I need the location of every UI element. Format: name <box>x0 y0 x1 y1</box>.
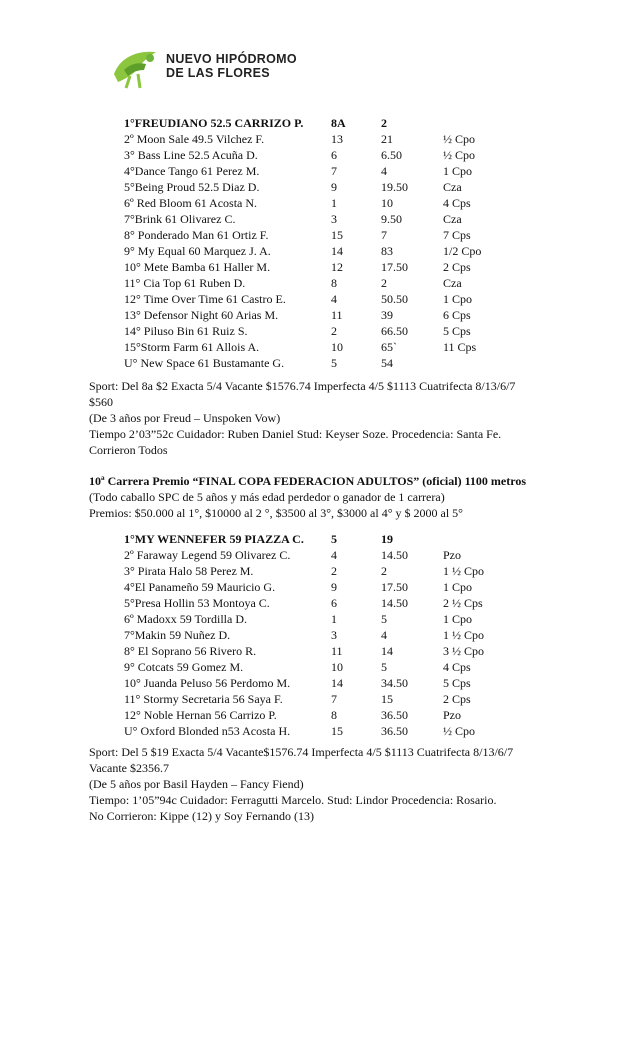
margin-cell: Cza <box>443 212 462 226</box>
margin-cell: 4 Cps <box>443 660 471 674</box>
result-row <box>124 115 503 131</box>
odds-cell: 17.50 <box>381 580 408 594</box>
odds-cell: 66.50 <box>381 324 408 338</box>
post-cell: 3 <box>331 628 337 642</box>
margin-cell: 11 Cps <box>443 340 477 354</box>
post-cell: 5 <box>331 356 337 370</box>
margin-cell: Pzo <box>443 548 461 562</box>
race-9-footer-line: (De 3 años por Freud – Unspoken Vow) <box>89 411 281 425</box>
horse-cell: 7°Makin 59 Nuñez D. <box>124 628 231 642</box>
result-row <box>124 659 503 675</box>
margin-cell: 6 Cps <box>443 308 471 322</box>
race-9-footer-line: $560 <box>89 395 113 409</box>
result-row <box>124 243 503 259</box>
race-10-footer-line: No Corrieron: Kippe (12) y Soy Fernando (13) <box>89 809 314 823</box>
odds-cell: 14.50 <box>381 548 408 562</box>
odds-cell: 4 <box>381 628 387 642</box>
result-row <box>124 163 503 179</box>
horse-cell: 12° Noble Hernan 56 Carrizo P. <box>124 708 277 722</box>
post-cell: 4 <box>331 548 337 562</box>
horse-cell: 14° Piluso Bin 61 Ruiz S. <box>124 324 248 338</box>
post-cell: 15 <box>331 228 343 242</box>
race-9-footer-line: Corrieron Todos <box>89 443 168 457</box>
post-cell: 2 <box>331 564 337 578</box>
post-cell: 15 <box>331 724 343 738</box>
margin-cell: Cza <box>443 276 462 290</box>
post-cell: 6 <box>331 148 337 162</box>
post-cell: 8 <box>331 276 337 290</box>
horse-cell: 4°Dance Tango 61 Perez M. <box>124 164 260 178</box>
result-row <box>124 339 503 355</box>
post-cell: 7 <box>331 692 337 706</box>
odds-cell: 15 <box>381 692 393 706</box>
margin-cell: 7 Cps <box>443 228 471 242</box>
horse-cell: 10° Juanda Peluso 56 Perdomo M. <box>124 676 291 690</box>
odds-cell: 83 <box>381 244 393 258</box>
post-cell: 2 <box>331 324 337 338</box>
horse-cell: 1°MY WENNEFER 59 PIAZZA C. <box>124 532 304 546</box>
race-10-footer-line: Vacante $2356.7 <box>89 761 169 775</box>
post-cell: 10 <box>331 660 343 674</box>
result-row <box>124 531 503 547</box>
horse-cell: 6º Red Bloom 61 Acosta N. <box>124 196 258 210</box>
odds-cell: 5 <box>381 660 387 674</box>
margin-cell <box>443 115 503 131</box>
result-row <box>124 227 503 243</box>
odds-cell: 5 <box>381 612 387 626</box>
margin-cell: 5 Cps <box>443 676 471 690</box>
margin-cell: ½ Cpo <box>443 132 476 146</box>
margin-cell <box>443 355 503 371</box>
result-row <box>124 211 503 227</box>
post-cell: 6 <box>331 596 337 610</box>
horse-cell: 7°Brink 61 Olivarez C. <box>124 212 236 226</box>
result-row <box>124 259 503 275</box>
result-row <box>124 595 503 611</box>
race-9-results-table <box>124 115 503 371</box>
race-10-footer-line: Sport: Del 5 $19 Exacta 5/4 Vacante$1576.74 Imperfecta 4/5 $1113 Cuatrifecta 8/13/6/7 <box>89 745 514 759</box>
result-row <box>124 627 503 643</box>
margin-cell: ½ Cpo <box>443 148 476 162</box>
odds-cell: 4 <box>381 164 387 178</box>
result-row <box>124 675 503 691</box>
race-10-title: 10ª Carrera Premio “FINAL COPA FEDERACION ADULTOS” (oficial) 1100 metros <box>89 474 527 488</box>
post-cell: 1 <box>331 612 337 626</box>
odds-cell: 50.50 <box>381 292 408 306</box>
race-9-footer-line: Sport: Del 8a $2 Exacta 5/4 Vacante $1576.74 Imperfecta 4/5 $1113 Cuatrifecta 8/13/6/7 <box>89 379 516 393</box>
post-cell: 1 <box>331 196 337 210</box>
result-row <box>124 579 503 595</box>
race-9-footer <box>89 378 589 458</box>
horse-logo-icon <box>110 44 164 90</box>
margin-cell: 2 Cps <box>443 692 471 706</box>
odds-cell: 39 <box>381 308 393 322</box>
odds-cell: 7 <box>381 228 387 242</box>
margin-cell: 1 Cpo <box>443 580 473 594</box>
margin-cell: 3 ½ Cpo <box>443 644 485 658</box>
result-row <box>124 275 503 291</box>
odds-cell: 2 <box>381 564 387 578</box>
odds-cell: 17.50 <box>381 260 408 274</box>
result-row <box>124 547 503 563</box>
margin-cell: Cza <box>443 180 462 194</box>
horse-cell: 10° Mete Bamba 61 Haller M. <box>124 260 271 274</box>
odds-cell: 19.50 <box>381 180 408 194</box>
post-cell: 14 <box>331 676 343 690</box>
result-row <box>124 307 503 323</box>
logo-line-1: NUEVO HIPÓDROMO <box>166 52 297 66</box>
horse-cell: 2º Faraway Legend 59 Olivarez C. <box>124 548 291 562</box>
horse-cell: 3° Bass Line 52.5 Acuña D. <box>124 148 258 162</box>
logo-line-2: DE LAS FLORES <box>166 66 270 80</box>
odds-cell: 9.50 <box>381 212 402 226</box>
result-row <box>124 643 503 659</box>
margin-cell: 2 Cps <box>443 260 471 274</box>
post-cell: 3 <box>331 212 337 226</box>
result-row <box>124 563 503 579</box>
odds-cell: 19 <box>381 532 393 546</box>
horse-cell: 12° Time Over Time 61 Castro E. <box>124 292 286 306</box>
horse-cell: U° Oxford Blonded n53 Acosta H. <box>124 724 291 738</box>
margin-cell: 1 Cpo <box>443 292 473 306</box>
margin-cell: 1/2 Cpo <box>443 244 482 258</box>
odds-cell: 2 <box>381 116 387 130</box>
odds-cell: 10 <box>381 196 393 210</box>
post-cell: 5 <box>331 532 337 546</box>
odds-cell: 36.50 <box>381 708 408 722</box>
horse-cell: 11° Cia Top 61 Ruben D. <box>124 276 246 290</box>
horse-cell: 15°Storm Farm 61 Allois A. <box>124 340 260 354</box>
margin-cell: 1 ½ Cpo <box>443 564 485 578</box>
result-row <box>124 723 503 739</box>
logo-text <box>166 52 297 80</box>
result-row <box>124 195 503 211</box>
post-cell: 14 <box>331 244 343 258</box>
race-10-prizes: Premios: $50.000 al 1°, $10000 al 2 °, $3500 al 3°, $3000 al 4° y $ 2000 al 5° <box>89 506 463 520</box>
margin-cell: 1 Cpo <box>443 164 473 178</box>
post-cell: 11 <box>331 644 343 658</box>
odds-cell: 14 <box>381 644 393 658</box>
horse-cell: 9° Cotcats 59 Gomez M. <box>124 660 244 674</box>
horse-cell: 13° Defensor Night 60 Arias M. <box>124 308 279 322</box>
odds-cell: 54 <box>381 356 393 370</box>
horse-cell: 5°Being Proud 52.5 Diaz D. <box>124 180 260 194</box>
margin-cell: 1 ½ Cpo <box>443 628 485 642</box>
post-cell: 9 <box>331 180 337 194</box>
post-cell: 4 <box>331 292 337 306</box>
horse-cell: 1°FREUDIANO 52.5 CARRIZO P. <box>124 116 304 130</box>
margin-cell: 2 ½ Cps <box>443 596 483 610</box>
race-10-footer <box>89 744 589 824</box>
horse-cell: 2º Moon Sale 49.5 Vilchez F. <box>124 132 265 146</box>
horse-cell: 4°El Panameño 59 Mauricio G. <box>124 580 276 594</box>
horse-cell: U° New Space 61 Bustamante G. <box>124 356 285 370</box>
odds-cell: 14.50 <box>381 596 408 610</box>
post-cell: 7 <box>331 164 337 178</box>
horse-cell: 11° Stormy Secretaria 56 Saya F. <box>124 692 283 706</box>
horse-cell: 8° Ponderado Man 61 Ortiz F. <box>124 228 269 242</box>
race-10-header <box>89 473 589 521</box>
margin-cell: 1 Cpo <box>443 612 473 626</box>
post-cell: 8 <box>331 708 337 722</box>
horse-cell: 9° My Equal 60 Marquez J. A. <box>124 244 271 258</box>
result-row <box>124 179 503 195</box>
race-10-footer-line: (De 5 años por Basil Hayden – Fancy Fiend) <box>89 777 304 791</box>
post-cell: 8A <box>331 116 346 130</box>
margin-cell <box>443 531 503 547</box>
result-row <box>124 131 503 147</box>
margin-cell: 5 Cps <box>443 324 471 338</box>
hipodromo-logo <box>110 44 310 90</box>
horse-cell: 8° El Soprano 56 Rivero R. <box>124 644 257 658</box>
post-cell: 10 <box>331 340 343 354</box>
margin-cell: Pzo <box>443 708 461 722</box>
odds-cell: 34.50 <box>381 676 408 690</box>
post-cell: 12 <box>331 260 343 274</box>
result-row <box>124 323 503 339</box>
post-cell: 13 <box>331 132 343 146</box>
race-10-results-table <box>124 531 503 739</box>
post-cell: 9 <box>331 580 337 594</box>
odds-cell: 36.50 <box>381 724 408 738</box>
result-row <box>124 355 503 371</box>
odds-cell: 65` <box>381 340 397 354</box>
result-row <box>124 707 503 723</box>
horse-cell: 3° Pirata Halo 58 Perez M. <box>124 564 254 578</box>
result-row <box>124 147 503 163</box>
post-cell: 11 <box>331 308 343 322</box>
horse-cell: 5°Presa Hollin 53 Montoya C. <box>124 596 270 610</box>
odds-cell: 6.50 <box>381 148 402 162</box>
horse-cell: 6º Madoxx 59 Tordilla D. <box>124 612 247 626</box>
race-9-footer-line: Tiempo 2’03”52c Cuidador: Ruben Daniel Stud: Keyser Soze. Procedencia: Santa Fe. <box>89 427 502 441</box>
result-row <box>124 611 503 627</box>
odds-cell: 21 <box>381 132 393 146</box>
race-10-conditions: (Todo caballo SPC de 5 años y más edad perdedor o ganador de 1 carrera) <box>89 490 445 504</box>
margin-cell: 4 Cps <box>443 196 471 210</box>
result-row <box>124 691 503 707</box>
margin-cell: ½ Cpo <box>443 724 476 738</box>
result-row <box>124 291 503 307</box>
race-10-footer-line: Tiempo: 1’05”94c Cuidador: Ferragutti Marcelo. Stud: Lindor Procedencia: Rosario. <box>89 793 497 807</box>
odds-cell: 2 <box>381 276 387 290</box>
